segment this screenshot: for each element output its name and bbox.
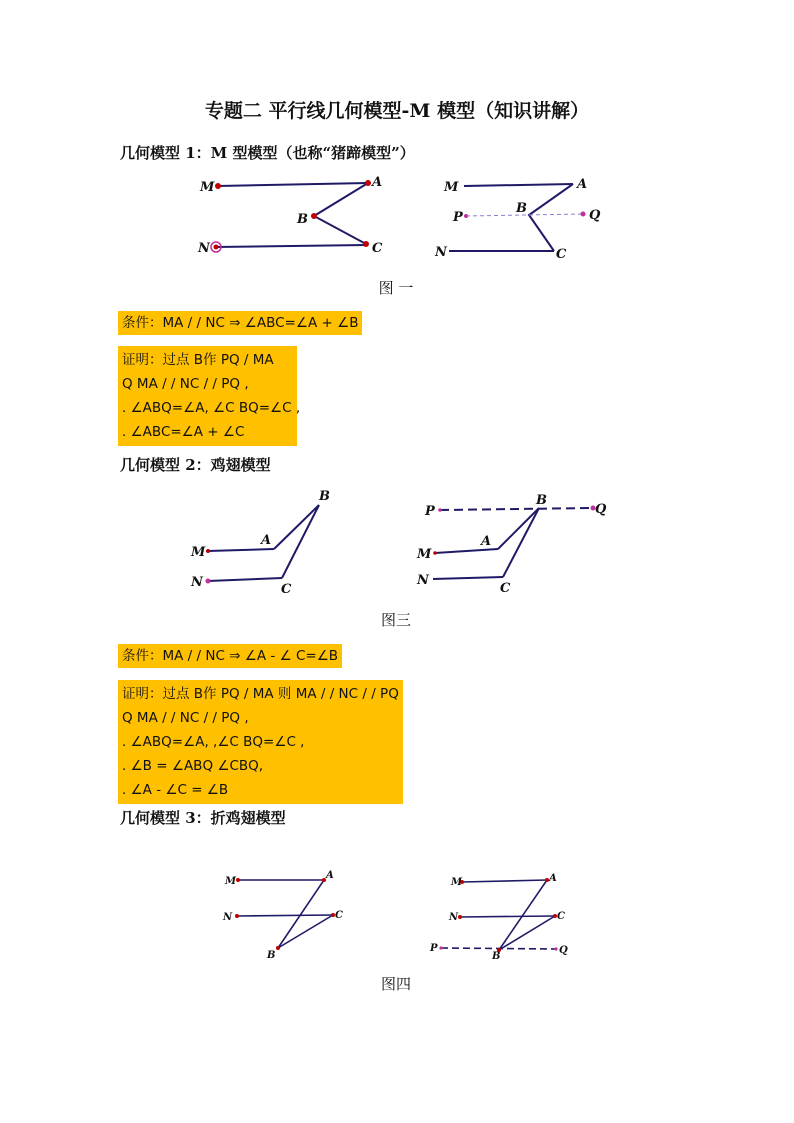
proof-line: 证明：过点 B作 PQ / MA 则 MA / / NC / / PQ xyxy=(122,686,399,702)
model3-heading: 几何模型 3：折鸡翅模型 xyxy=(120,809,286,827)
label-b: B xyxy=(536,493,547,508)
model1-caption: 图 一 xyxy=(378,279,414,297)
label-m: M xyxy=(191,545,206,560)
label-a: A xyxy=(261,533,272,548)
label-q: Q xyxy=(595,502,607,517)
label-n: N xyxy=(435,245,447,260)
label-n: N xyxy=(223,912,233,923)
model2-heading: 几何模型 2：鸡翅模型 xyxy=(120,456,271,474)
label-m: M xyxy=(417,547,432,562)
page-title: 专题二 平行线几何模型-M 模型（知识讲解） xyxy=(204,100,590,122)
proof-line: Q MA / / NC / / PQ , xyxy=(122,710,249,726)
label-n: N xyxy=(191,575,203,590)
model3-figure-right xyxy=(422,868,582,968)
label-a: A xyxy=(577,177,588,192)
model1-figure-right xyxy=(435,172,610,267)
label-q: Q xyxy=(589,208,601,223)
label-q: Q xyxy=(559,945,568,956)
model3-caption: 图四 xyxy=(380,975,411,993)
model2-figure-left xyxy=(188,485,338,595)
model1-figure-left xyxy=(190,170,390,265)
label-m: M xyxy=(225,876,237,887)
model2-proof xyxy=(118,680,403,804)
proof-line: . ∠B = ∠ABQ ∠CBQ, xyxy=(122,758,264,774)
label-m: M xyxy=(451,877,463,888)
model1-condition: 条件：MA / / NC ⇒ ∠ABC=∠A + ∠B xyxy=(118,311,362,335)
label-b: B xyxy=(297,212,308,227)
model2-caption: 图三 xyxy=(380,611,411,629)
proof-line: . ∠A - ∠C = ∠B xyxy=(122,782,229,798)
proof-line: Q MA / / NC / / PQ , xyxy=(122,376,249,392)
proof-line: . ∠ABQ=∠A, ,∠C BQ=∠C , xyxy=(122,734,305,750)
label-a: A xyxy=(481,534,492,549)
label-n: N xyxy=(449,912,459,923)
label-m: M xyxy=(200,180,215,195)
label-c: C xyxy=(500,581,511,596)
label-p: P xyxy=(425,504,435,519)
label-n: N xyxy=(417,573,429,588)
label-a: A xyxy=(549,873,557,884)
model1-heading: 几何模型 1：M 型模型（也称“猪蹄模型”） xyxy=(120,144,415,162)
label-b: B xyxy=(267,950,276,961)
label-a: A xyxy=(372,175,383,190)
label-b: B xyxy=(516,201,527,216)
proof-line: 证明：过点 B作 PQ / MA xyxy=(122,352,274,368)
model2-condition: 条件：MA / / NC ⇒ ∠A - ∠ C=∠B xyxy=(118,644,342,668)
label-a: A xyxy=(326,870,334,881)
label-c: C xyxy=(372,241,383,256)
label-p: P xyxy=(453,210,463,225)
model1-proof xyxy=(118,346,301,446)
label-n: N xyxy=(198,241,210,256)
label-c: C xyxy=(281,582,292,597)
label-c: C xyxy=(557,911,565,922)
label-b: B xyxy=(492,951,501,962)
label-p: P xyxy=(430,943,438,954)
model2-figure-right xyxy=(415,488,615,598)
label-b: B xyxy=(319,489,330,504)
label-c: C xyxy=(556,247,567,262)
proof-line: . ∠ABQ=∠A, ∠C BQ=∠C , xyxy=(122,400,301,416)
model3-figure-left xyxy=(220,865,360,965)
label-c: C xyxy=(335,910,343,921)
proof-line: . ∠ABC=∠A + ∠C xyxy=(122,424,245,440)
label-m: M xyxy=(444,180,459,195)
